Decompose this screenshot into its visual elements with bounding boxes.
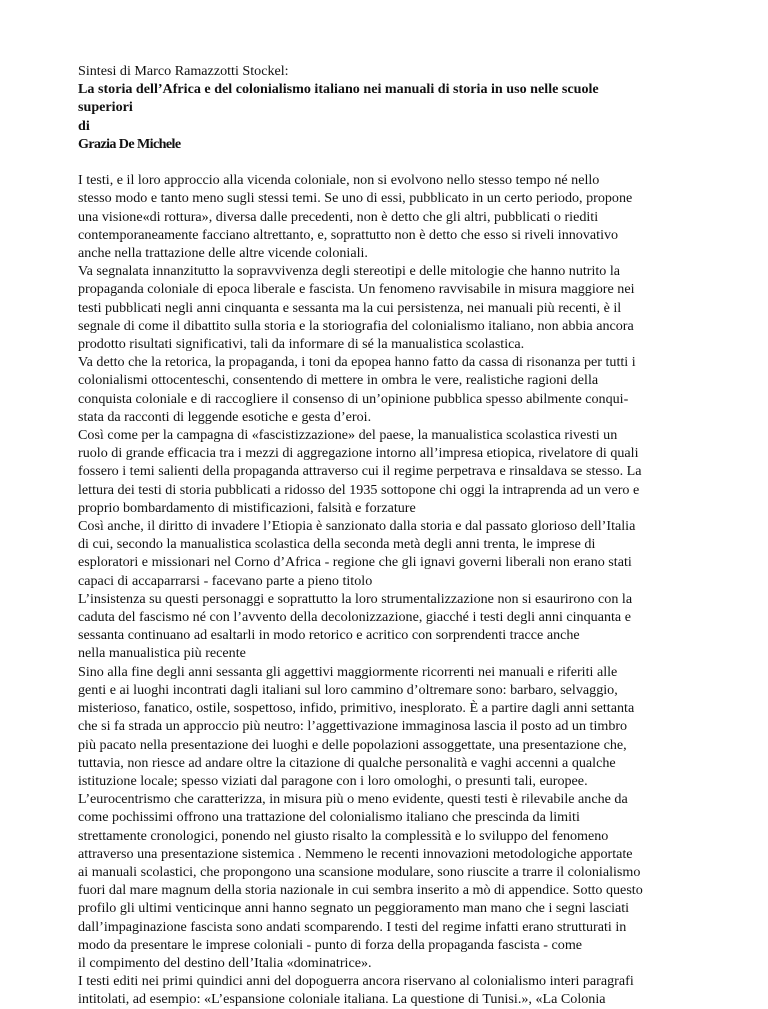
body-line: colonialismi ottocenteschi, consentendo di mettere in ombra le vere, realistiche ragioni della: [78, 372, 599, 389]
body-line: dall’impaginazione fascista sono andati scomparendo. I testi del regime infatti erano strutturati in: [78, 918, 627, 935]
document-header: [78, 62, 690, 153]
body-line: fuori dal mare magnum della storia nazionale in cui sembra inserito a mò di appendice. Sotto questo: [78, 882, 643, 899]
body-line: ai manuali scolastici, che propongono una scansione modulare, sono riuscite a trarre il colonialismo: [78, 863, 641, 880]
body-line: Così anche, il diritto di invadere l’Etiopia è sanzionato dalla storia e dal passato glorioso dell’Italia: [78, 518, 636, 535]
body-line: misterioso, fanatico, ostile, sospettoso, infido, primitivo, inesplorato. È a partire dagli anni settanta: [78, 700, 635, 717]
body-line: esploratori e missionari nel Corno d’Africa - regione che gli ignavi governi liberali non erano stati: [78, 554, 632, 571]
body-line: modo da presentare le imprese coloniali - punto di forza della propaganda fascista - come: [78, 936, 583, 953]
body-line: come pochissimi offrono una trattazione del colonialismo italiano che prescinda da limiti: [78, 809, 580, 826]
body-line: L’insistenza su questi personaggi e soprattutto la loro strumentalizzazione non si esaurirono con la: [78, 590, 633, 607]
body-line: stata da racconti di leggende esotiche e gesta d’eroi.: [78, 408, 372, 425]
body-line: L’eurocentrismo che caratterizza, in misura più o meno evidente, questi testi è rilevabile anche da: [78, 791, 628, 808]
body-line: stesso modo e tanto meno sugli stessi temi. Se uno di essi, pubblicato in un certo periodo, propone: [78, 190, 633, 207]
body-line: ruolo di grande efficacia tra i mezzi di aggregazione intorno all’impresa etiopica, rivelatore di quali: [78, 445, 639, 462]
body-line: segnale di come il dibattito sulla storia e la storiografia del colonialismo italiano, non abbia ancora: [78, 317, 634, 334]
body-line: sessanta continuano ad esaltarli in modo retorico e acritico con sorprendenti tracce anche: [78, 627, 580, 644]
body-line: fossero i temi salienti della propaganda attraverso cui il regime perpetrava e rinsaldava se stesso. La: [78, 463, 642, 480]
body-line: proprio bombardamento di mistificazioni, falsità e forzature: [78, 499, 416, 516]
body-line: I testi, e il loro approccio alla vicenda coloniale, non si evolvono nello stesso tempo né nello: [78, 172, 600, 189]
byline-di: di: [78, 117, 90, 134]
body-line: capaci di accaparrarsi - facevano parte a pieno titolo: [78, 572, 373, 589]
body-line: tuttavia, non riesce ad andare oltre la citazione di qualche personalità e vaghi accenni a qualche: [78, 754, 616, 771]
author-name: Grazia De Michele: [78, 135, 181, 152]
body-line: prodotto risultati significativi, tali da informare di sé la manualistica scolastica.: [78, 336, 525, 353]
body-line: lettura dei testi di storia pubblicati a ridosso del 1935 sottopone chi oggi la intraprenda ad un vero e: [78, 481, 640, 498]
body-line: strettamente cronologici, ponendo nel giusto risalto la complessità e lo sviluppo del fenomeno: [78, 827, 609, 844]
body-line: il compimento del destino dell’Italia «dominatrice».: [78, 954, 372, 971]
body-line: che si fa strada un approccio più neutro: l’aggettivazione immaginosa lascia il posto ad un timbro: [78, 718, 628, 735]
body-line: istituzione locale; spesso viziati dal paragone con i loro omologhi, o presunti tali, europee.: [78, 772, 588, 789]
body-line: caduta del fascismo né con l’avvento della decolonizzazione, giacché i testi degli anni cinquanta e: [78, 609, 631, 626]
document-title-line-1: La storia dell’Africa e del colonialismo italiano nei manuali di storia in uso nelle scuole: [78, 81, 599, 98]
body-line: intitolati, ad esempio: «L’espansione coloniale italiana. La questione di Tunisi.», «La Colonia: [78, 991, 606, 1008]
body-line: Va detto che la retorica, la propaganda, i toni da epopea hanno fatto da cassa di risonanza per tutti i: [78, 354, 636, 371]
body-line: testi pubblicati negli anni cinquanta e sessanta ma la cui persistenza, nei manuali più recenti, è il: [78, 299, 622, 316]
body-line: nella manualistica più recente: [78, 645, 246, 662]
body-line: conquista coloniale e di raccogliere il consenso di un’opinione pubblica spesso abilmente conqui-: [78, 390, 629, 407]
body-line: Così come per la campagna di «fascistizzazione» del paese, la manualistica scolastica rivesti un: [78, 427, 618, 444]
summary-attribution: Sintesi di Marco Ramazzotti Stockel:: [78, 63, 289, 79]
body-line: genti e ai luoghi incontrati dagli italiani sul loro cammino d’oltremare sono: barbaro, selvaggio,: [78, 681, 618, 698]
body-text: [78, 171, 690, 1008]
body-line: Sino alla fine degli anni sessanta gli aggettivi maggiormente ricorrenti nei manuali e riferiti alle: [78, 663, 618, 680]
body-line: propaganda coloniale di epoca liberale e fascista. Un fenomeno ravvisabile in misura maggiore nei: [78, 281, 635, 298]
body-line: anche nella trattazione delle altre vicende coloniali.: [78, 245, 368, 262]
body-line: Va segnalata innanzitutto la sopravvivenza degli stereotipi e delle mitologie che hanno nutrito la: [78, 263, 621, 280]
body-line: più pacato nella presentazione dei luoghi e delle popolazioni assoggettate, una presentazione che,: [78, 736, 627, 753]
body-line: una visione«di rottura», diversa dalle precedenti, non è detto che gli altri, pubblicati o riediti: [78, 208, 599, 225]
document-page: [78, 62, 690, 1009]
header-spacer: [78, 153, 690, 171]
body-line: di cui, secondo la manualistica scolastica della seconda metà degli anni trenta, le imprese di: [78, 536, 596, 553]
body-line: I testi editi nei primi quindici anni del dopoguerra ancora riservano al colonialismo interi paragrafi: [78, 973, 634, 990]
body-line: profilo gli ultimi venticinque anni hanno segnato un peggioramento man mano che i segni lasciati: [78, 900, 630, 917]
body-line: contemporaneamente facciano altrettanto, e, soprattutto non è detto che esso si riveli innovativo: [78, 226, 619, 243]
body-line: attraverso una presentazione sistemica . Nemmeno le recenti innovazioni metodologiche apportate: [78, 845, 633, 862]
document-title-line-2: superiori: [78, 99, 133, 116]
